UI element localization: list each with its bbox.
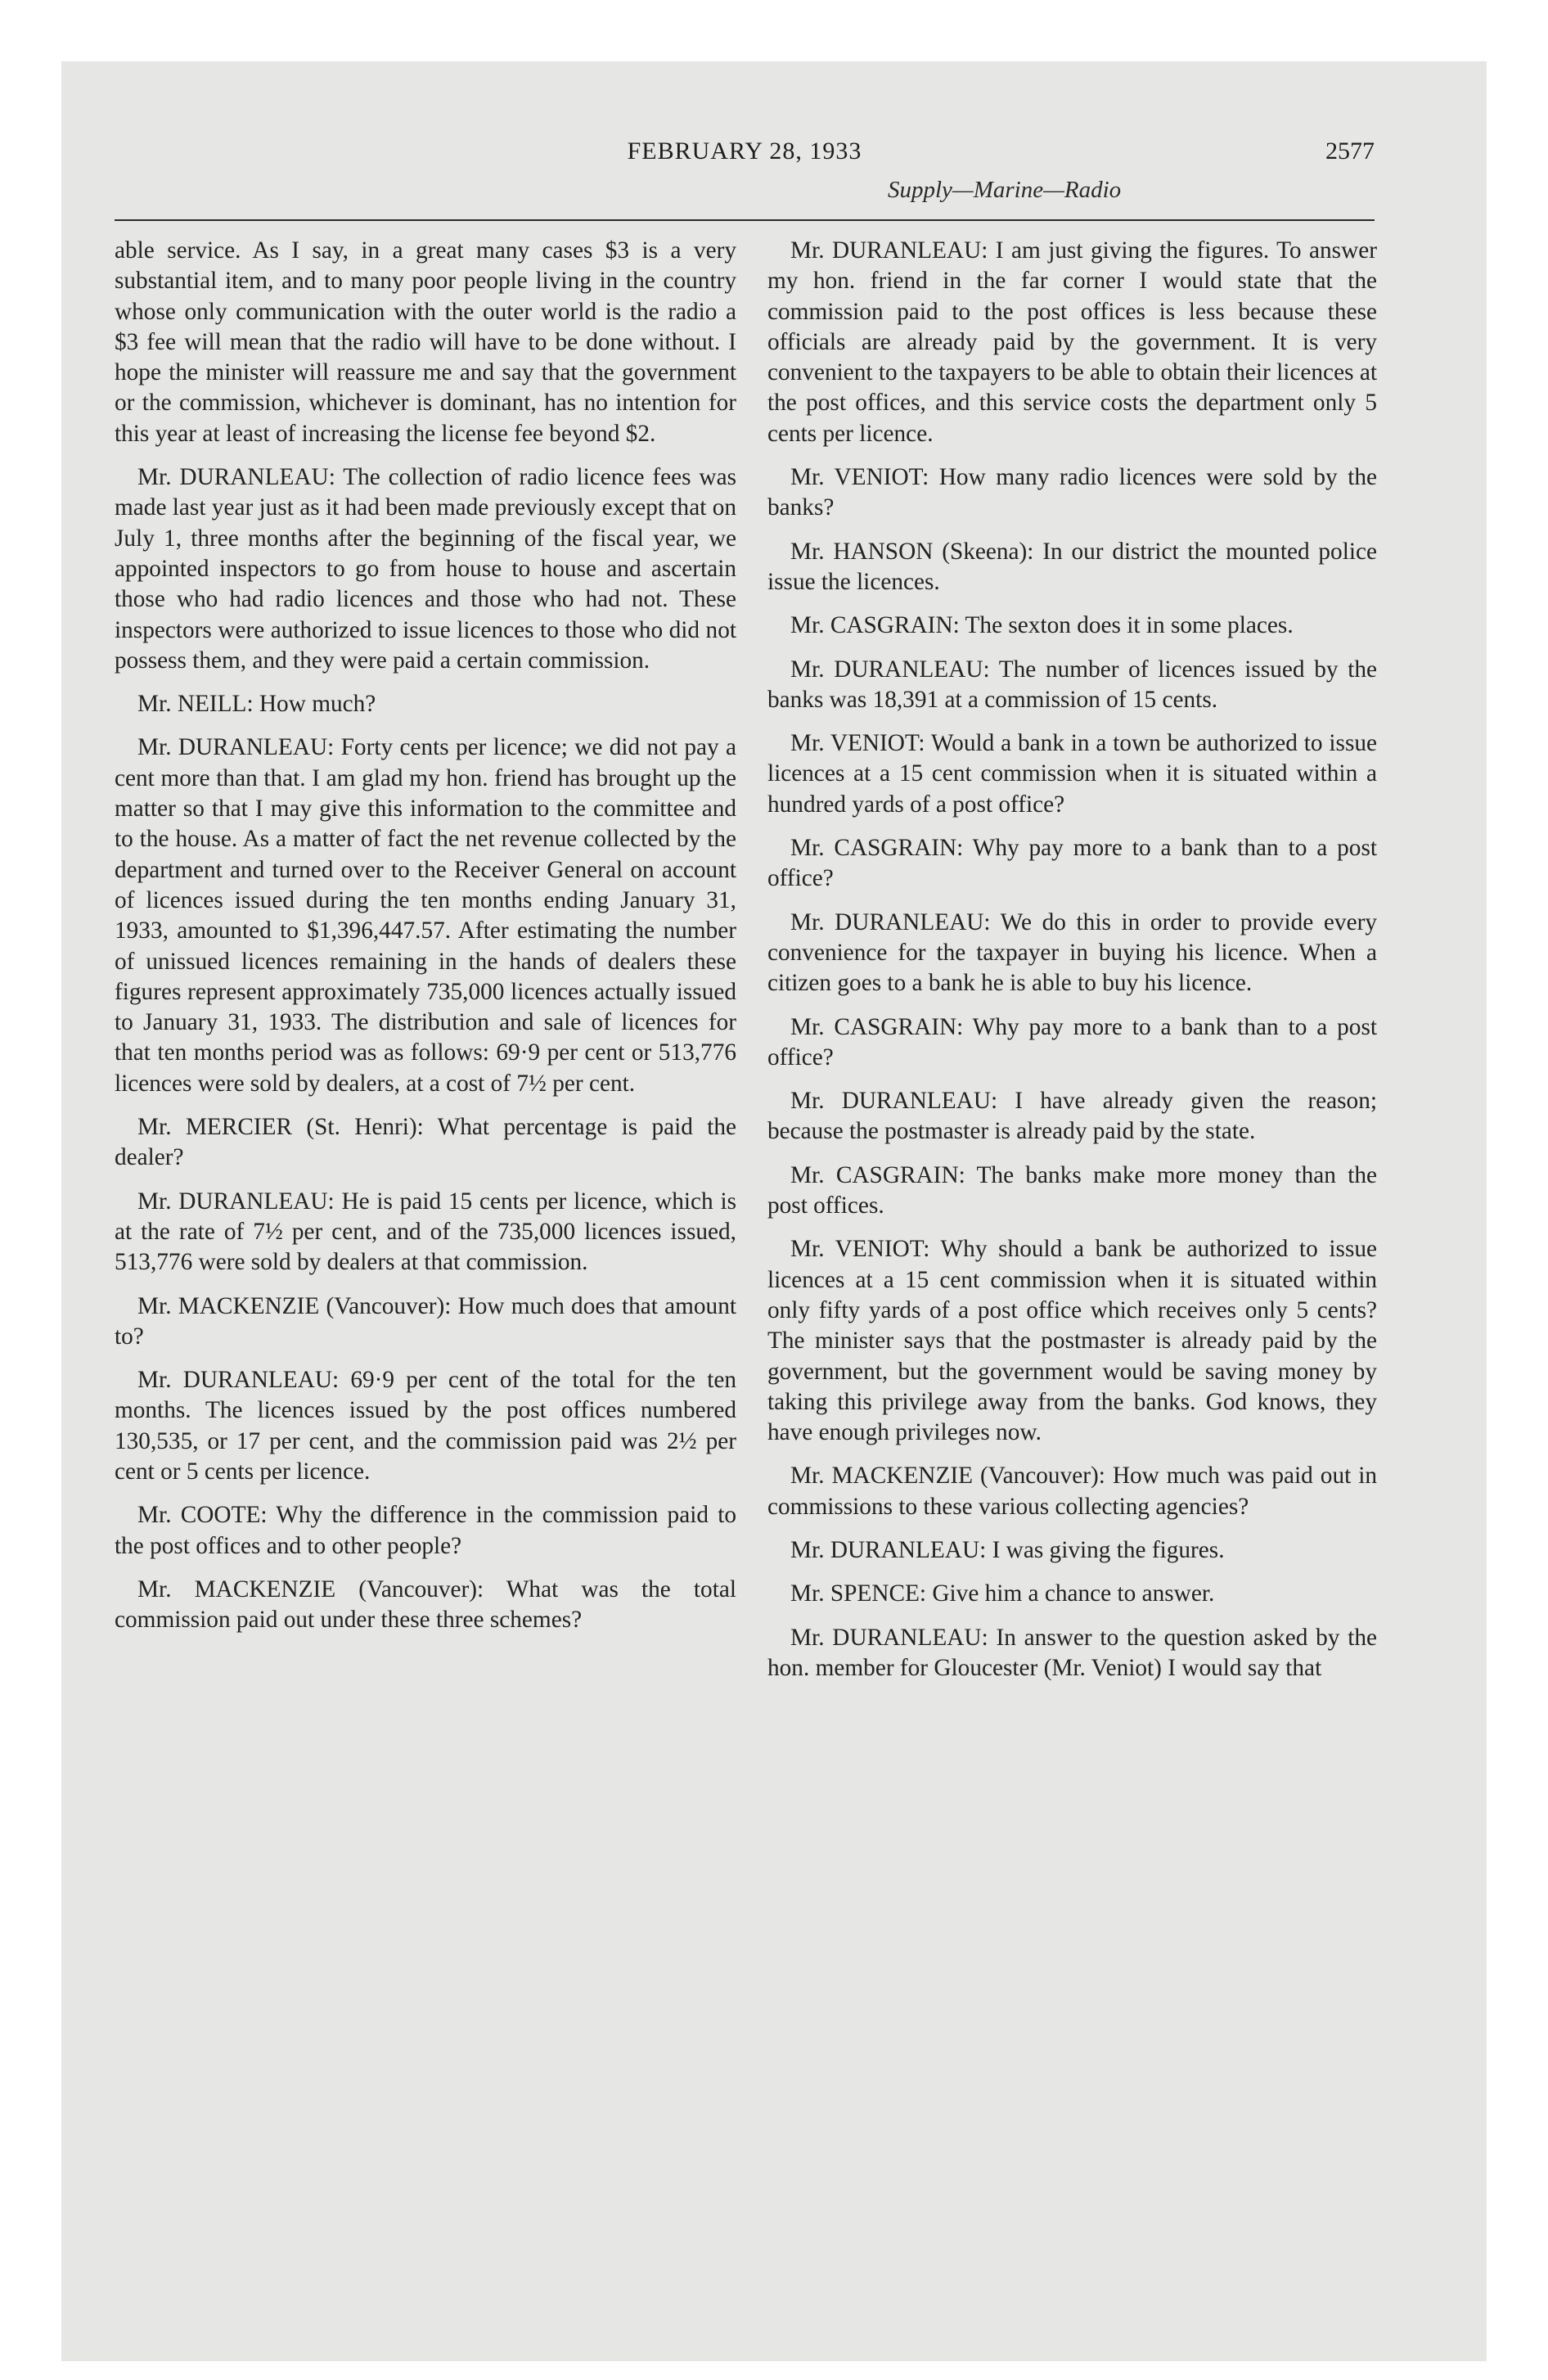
paragraph: Mr. DURANLEAU: I have already given the reason; because the postmaster is already paid by the state. [767,1088,1377,1145]
paragraph: Mr. SPENCE: Give him a chance to answer. [790,1580,1215,1607]
paragraph: Mr. CASGRAIN: The banks make more money than the post offices. [767,1161,1377,1219]
paragraph: Mr. VENIOT: Why should a bank be authorized to issue licences at a 15 cent commission when it is situated within only fifty yards of a post office which receives only 5 cents? The minister says that the postmaster is already paid by the government, but the government would be saving money by taking this privilege away from the banks. God knows, they have enough privileges now. [767,1236,1377,1446]
paragraph: Mr. DURANLEAU: I am just giving the figures. To answer my hon. friend in the far corner I would state that the commission paid to the post offices is less because these officials are already paid by the government. It is very convenient to the taxpayers to be able to obtain their licences at the post offices, and this service costs the department only 5 cents per licence. [767,237,1377,447]
header-date: FEBRUARY 28, 1933 [627,137,862,165]
paragraph: Mr. MACKENZIE (Vancouver): What was the total commission paid out under these three schemes? [115,1575,736,1634]
paragraph: Mr. VENIOT: How many radio licences were sold by the banks? [767,464,1377,521]
paragraph: Mr. HANSON (Skeena): In our district the mounted police issue the licences. [767,538,1377,595]
paragraph: Mr. MACKENZIE (Vancouver): How much does that amount to? [115,1292,736,1350]
paragraph: able service. As I say, in a great many cases $3 is a very substantial item, and to many poor people living in the country whose only communication with the outer world is the radio a $3 fee will mean that the radio will have to be done without. I hope the minister will reassure me and say that the government or the commission, whichever is dominant, has no intention for this year at least of increasing the license fee beyond $2. [115,237,736,447]
running-subject: Supply—Marine—Radio [888,177,1122,203]
page-header [115,137,1375,211]
paragraph: Mr. DURANLEAU: The number of licences issued by the banks was 18,391 at a commission of 15 cents. [767,656,1377,713]
paragraph: Mr. CASGRAIN: Why pay more to a bank than to a post office? [767,835,1377,892]
paragraph: Mr. NEILL: How much? [137,691,376,718]
paragraph: Mr. DURANLEAU: Forty cents per licence; we did not pay a cent more than that. I am glad my hon. friend has brought up the matter so that I may give this information to the committee and to the house. As a matter of fact the net revenue collected by the department and turned over to the Receiver General on account of licences issued during the ten months ending January 31, 1933, amounted to $1,396,447.57. After estimating the number of unissued licences remaining in the hands of dealers these figures represent approximately 735,000 licences actually issued to January 31, 1933. The distribution and sale of licences for that ten months period was as follows: 69·9 per cent or 513,776 licences were sold by dealers, at a cost of 7½ per cent. [115,734,736,1097]
right-column [767,236,1377,1697]
paragraph: Mr. DURANLEAU: In answer to the question asked by the hon. member for Gloucester (Mr. Veniot) I would say that [767,1624,1377,1681]
paragraph: Mr. DURANLEAU: We do this in order to provide every convenience for the taxpayer in buying his licence. When a citizen goes to a bank he is able to buy his licence. [767,908,1377,997]
header-rule [115,219,1375,221]
paragraph: Mr. CASGRAIN: Why pay more to a bank than to a post office? [767,1013,1377,1071]
paragraph: Mr. CASGRAIN: The sexton does it in some places. [790,612,1294,639]
paragraph: Mr. MACKENZIE (Vancouver): How much was paid out in commissions to these various collecting agencies? [767,1463,1377,1520]
paragraph: Mr. VENIOT: Would a bank in a town be authorized to issue licences at a 15 cent commission when it is situated within a hundred yards of a post office? [767,730,1377,818]
page-number: 2577 [1325,137,1375,165]
left-column [115,236,736,1648]
paragraph: Mr. DURANLEAU: The collection of radio licence fees was made last year just as it had been made previously except that on July 1, three months after the beginning of the fiscal year, we appointed inspectors to go from house to house and ascertain those who had radio licences and those who had not. These inspectors were authorized to issue licences to those who did not possess them, and they were paid a certain commission. [115,464,736,674]
paragraph: Mr. DURANLEAU: I was giving the figures. [790,1536,1225,1563]
paragraph: Mr. DURANLEAU: 69·9 per cent of the total for the ten months. The licences issued by the post offices numbered 130,535, or 17 per cent, and the commission paid was 2½ per cent or 5 cents per licence. [115,1367,736,1485]
paragraph: Mr. COOTE: Why the difference in the commission paid to the post offices and to other people? [115,1502,736,1559]
paragraph: Mr. DURANLEAU: He is paid 15 cents per licence, which is at the rate of 7½ per cent, and of the 735,000 licences issued, 513,776 were sold by dealers at that commission. [115,1188,736,1276]
paragraph: Mr. MERCIER (St. Henri): What percentage is paid the dealer? [115,1114,736,1171]
